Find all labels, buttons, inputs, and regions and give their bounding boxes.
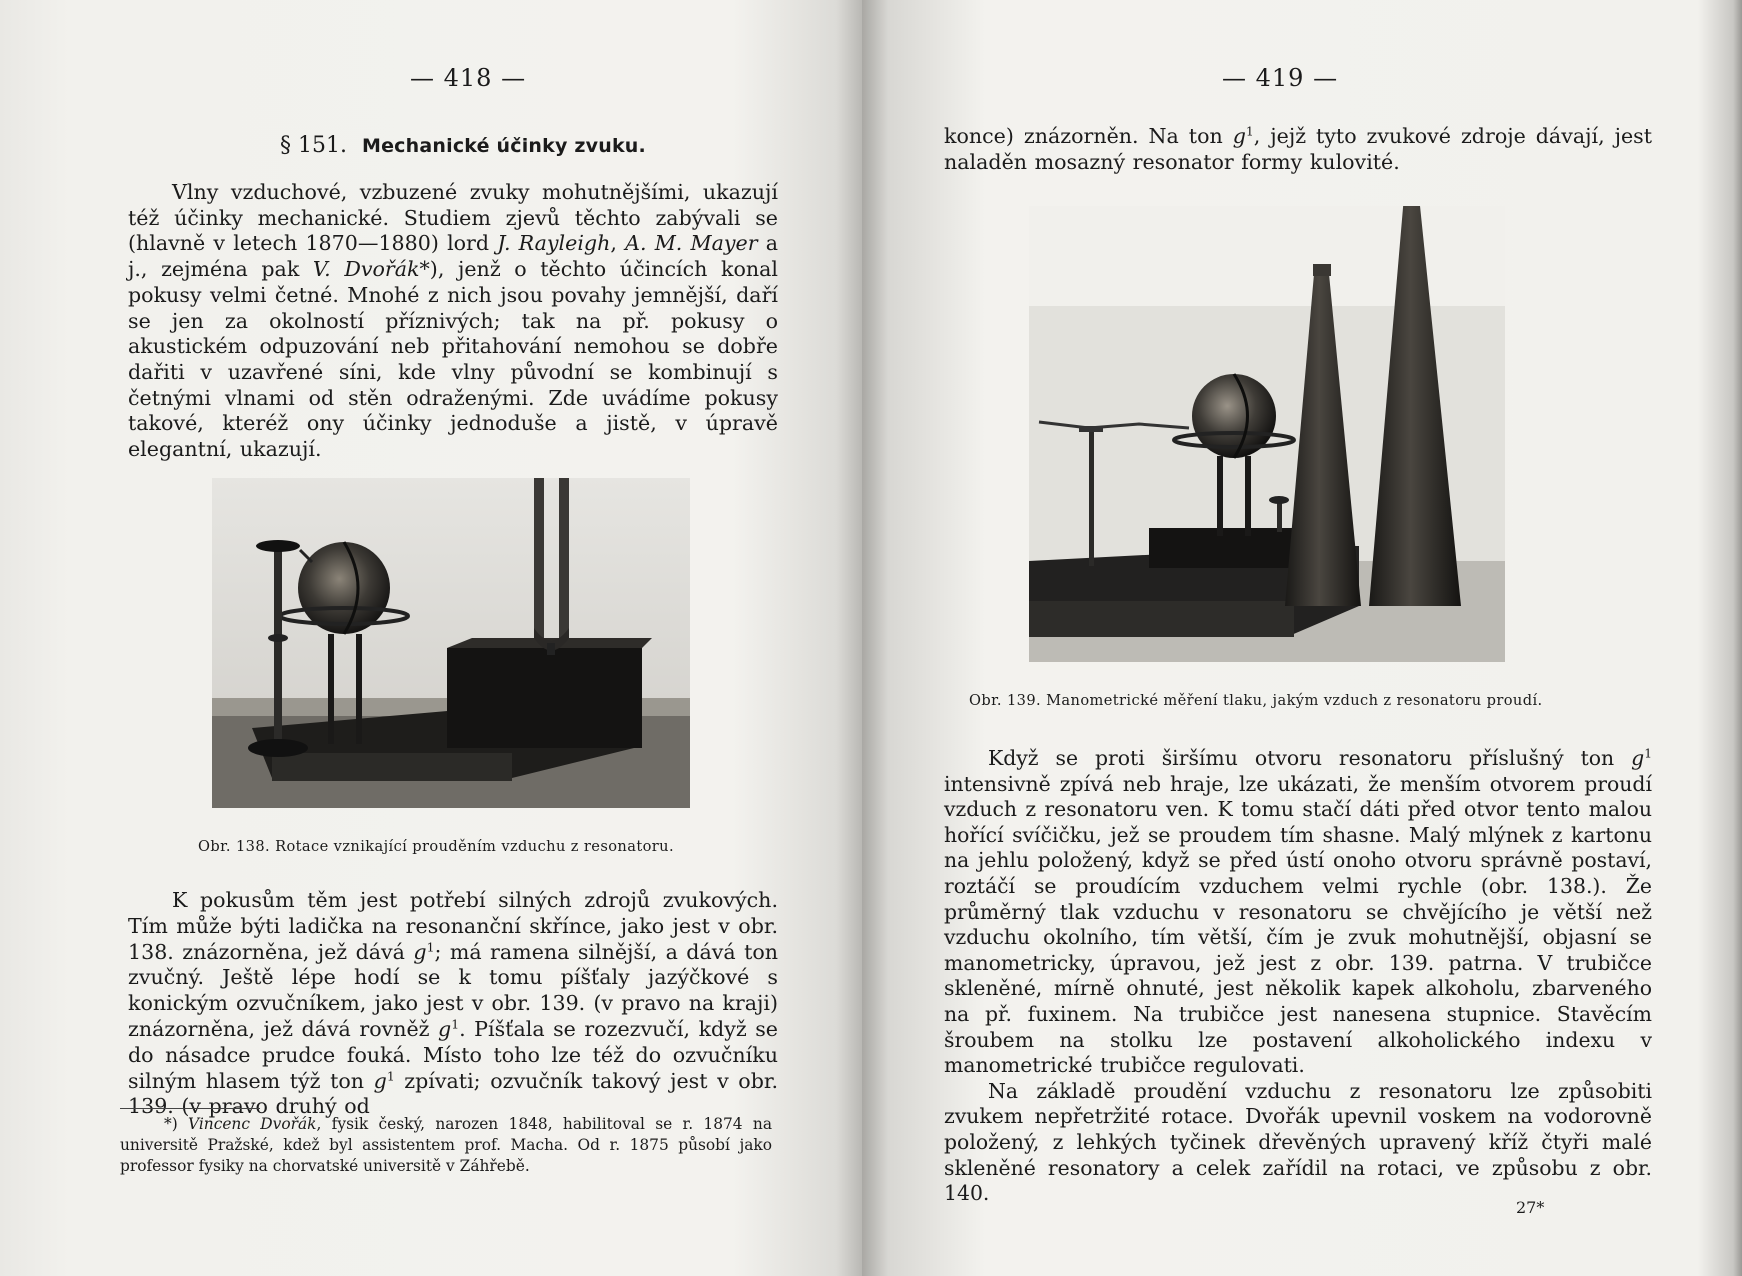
continued-paragraph: konce) znázorněn. Na ton $g^1$, jejž tyto zvukové zdroje dávají, jest naladěn mosazný resonator formy kulovité. xyxy=(944,124,1652,174)
page-number: — 418 — xyxy=(410,64,527,92)
figure-139-photo xyxy=(1029,206,1505,662)
figure-138-photo xyxy=(212,478,690,808)
section-number: § 151. xyxy=(280,133,347,158)
section-title: Mechanické účinky zvuku. xyxy=(361,135,646,157)
author-name: V. Dvořák xyxy=(312,257,420,282)
body-paragraphs: Když se proti širšímu otvoru resonatoru příslušný ton $g^1$ intensivně zpívá neb hraje, lze ukázati, že menším otvorem proudí vzduch z resonatoru ven. K tomu stačí dáti před otvor tento malou hořící svíčičku, jež se proudem tím shasne. Malý mlýnek z kartonu na jehlu položený, když se před ústí onoho otvoru správně postaví, roztáčí se proudícím vzduchem velmi rychle (obr. 138.). Že průměrný tlak vzduchu v resonatoru se chvějícího je větší než vzduchu okolního, tím větší, čím je zvuk mohutnější, objasní se manometricky, úpravou, jež jest z obr. 139. patrna. V trubičce skleněné, mírně ohnuté, jest několik kapek alkoholu, zbarveného na př. fuxinem. Na trubičce jest nanesena stupnice. Stavěcím šroubem na stolku lze postavení alkoholického indexu v manometrické trubičce regulovati. Na základě proudění vzduchu z resonatoru lze způsobiti zvukem nepřetržité rotace. Dvořák upevnil voskem na vodorovně položený, z lehkých tyčinek dřevěných upravený kříž čtyři malé skleněné resonatory a celek zařídil na rotaci, ve způsobu z obr. 140. xyxy=(944,746,1652,1206)
author-name: A. M. Mayer xyxy=(625,231,758,256)
figure-139-caption: Obr. 139. Manometrické měření tlaku, jakým vzduch z resonatoru proudí. xyxy=(969,692,1543,709)
left-page xyxy=(0,0,862,1276)
right-page xyxy=(862,0,1742,1276)
figure-138-caption: Obr. 138. Rotace vznikající prouděním vzduchu z resonatoru. xyxy=(198,838,674,855)
body-paragraph: K pokusům těm jest potřebí silných zdrojů zvukových. Tím může býti ladička na resonanční skřínce, jako jest v obr. 138. znázorněna, jež dává $g^1$; má ramena silnější, a dává ton zvučný. Ještě lépe hodí se k tomu píšťaly jazýčkové s konickým ozvučníkem, jako jest v obr. 139. (v pravo na kraji) znázorněna, jež dává rovněž $g^1$. Píšťala se rozezvučí, když se do násadce prudce fouká. Místo toho lze též do ozvučníku silným hlasem týž ton $g^1$ zpívati; ozvučník takový jest v obr. 139. (v pravo druhý od xyxy=(128,888,779,1119)
intro-paragraph: Vlny vzduchové, vzbuzené zvuky mohutnějšími, ukazují též účinky mechanické. Studiem zjevů těchto zabývali se (hlavně v letech 1870—1880) lord J. Rayleigh, A. M. Mayer a j., zejména pak V. Dvořák*), jenž o těchto účincích konal pokusy velmi četné. Mnohé z nich jsou povahy jemnější, daří se jen za okolností příznivých; tak na př. pokusy o akustickém odpuzování neb přitahování nemohou se dobře dařiti v uzavřené síni, kde vlny původní se kombinují s četnými vlnami od stěn odraženými. Zde uvádíme pokusy takové, kteréž ony účinky jednoduše a jistě, v úpravě elegantní, ukazují. xyxy=(128,180,779,462)
footnote: *) Vincenc Dvořák, fysik český, narozen 1848, habilitoval se r. 1874 na universitě Pražské, kdež byl assistentem prof. Macha. Od r. 1875 působí jako professor fysiky na chorvatské universitě v Záhřebě. xyxy=(120,1115,772,1175)
footnote-reference: *) xyxy=(419,257,438,282)
footnote-name: Vincenc Dvořák xyxy=(188,1115,317,1133)
footnote-mark: *) xyxy=(164,1115,178,1133)
footnote-rule xyxy=(120,1108,260,1109)
page-number: — 419 — xyxy=(1222,64,1339,92)
body-paragraph: Na základě proudění vzduchu z resonatoru lze způsobiti zvukem nepřetržité rotace. Dvořák upevnil voskem na vodorovně položený, z lehkých tyčinek dřevěných upravený kříž čtyři malé skleněné resonatory a celek zařídil na rotaci, ve způsobu z obr. 140. xyxy=(944,1078,1652,1206)
section-heading xyxy=(280,133,646,158)
author-name: J. Rayleigh xyxy=(497,231,611,256)
sheet-signature: 27* xyxy=(1516,1198,1545,1217)
